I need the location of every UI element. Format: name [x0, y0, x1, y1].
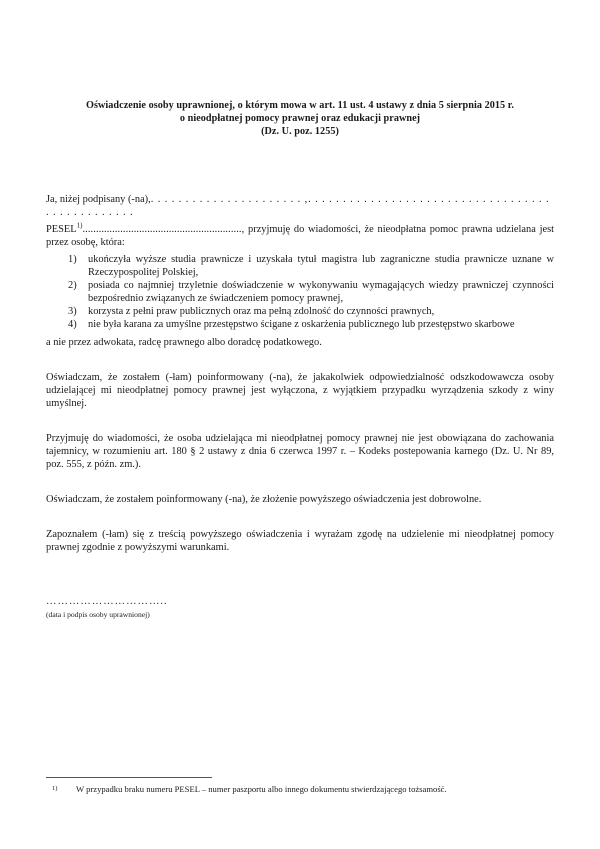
title-line-1: Oświadczenie osoby uprawnionej, o którym mowa w art. 11 ust. 4 ustawy z dnia 5 sierpnia 2015 r.: [85, 100, 515, 111]
footnote-text: W przypadku braku numeru PESEL – numer paszportu albo innego dokumentu stwierdzającego tożsamość.: [76, 784, 447, 794]
requirements-list: [46, 253, 554, 332]
document-title: [46, 99, 554, 139]
footnote-area: [46, 777, 554, 795]
footnote-separator: [46, 777, 212, 778]
confidentiality-paragraph: Przyjmuję do wiadomości, że osoba udzielająca mi nieodpłatnej pomocy prawnej nie jest obowiązana do zachowania tajemnicy, w rozumieniu art. 180 § 2 ustawy z dnia 6 czerwca 1997 r. – Kodeks postepowania karnego (Dz. U. Nr 89, poz. 555, z późn. zm.).: [46, 432, 554, 471]
signature-caption: (data i podpis osoby uprawnionej): [46, 610, 150, 620]
signature-block: [46, 596, 554, 620]
consent-paragraph: Zapoznałem (-łam) się z treścią powyższego oświadczenia i wyrażam zgodę na udzielenie mi nieodpłatnej pomocy prawnej zgodnie z powyższymi warunkami.: [46, 529, 554, 554]
pesel-line: [46, 223, 554, 249]
pesel-label: PESEL: [46, 223, 77, 235]
list-item: [46, 253, 554, 279]
liability-paragraph: Oświadczam, że zostałem (-łam) poinformowany (-na), że jakakolwiek odpowiedzialność odszkodowawcza osoby udzielającej mi nieodpłatnej pomocy prawnej jest wyłączona, z wyjątkiem przypadku wyrządzenia szkody z winy umyślnej.: [46, 371, 554, 409]
list-item-marker: 1): [68, 253, 77, 265]
list-item-text: ukończyła wyższe studia prawnicze i uzyskała tytuł magistra lub zagraniczne studia prawnicze uznane w Rzeczypospolitej Polskiej,: [88, 253, 554, 279]
list-item: [46, 318, 554, 331]
pesel-input-dots[interactable]: ...........................................................,: [82, 223, 245, 235]
declarant-name-dots-2[interactable]: . . . . . . . . . . . . . . . . . . . . . . . . . . . . . . . . . . . . . . . . . . . . . . . .: [46, 193, 550, 218]
pesel-footnote-marker: 1): [76, 221, 83, 230]
list-item-text: posiada co najmniej trzyletnie doświadczenie w wykonywaniu wymagających wiedzy prawniczej czynności bezpośrednio związanych ze świadczeniem pomocy prawnej,: [88, 280, 554, 305]
title-line-2: o nieodpłatnej pomocy prawnej oraz edukacji prawnej: [179, 113, 421, 125]
signature-line[interactable]: …………………………..: [46, 596, 168, 608]
declarant-name-label: Ja, niżej podpisany (-na),: [46, 193, 151, 205]
list-item: [46, 279, 554, 305]
list-item-marker: 4): [68, 319, 77, 331]
list-item-marker: 2): [68, 280, 77, 292]
footnote-1: [46, 784, 554, 795]
document-body: [46, 0, 554, 620]
title-line-3: (Dz. U. poz. 1255): [261, 126, 339, 138]
voluntary-paragraph: Oświadczam, że zostałem poinformowany (-na), że złożenie powyższego oświadczenia jest dobrowolne.: [46, 494, 482, 506]
list-item-marker: 3): [68, 306, 77, 318]
exclusion-clause: a nie przez adwokata, radcę prawnego albo doradcę podatkowego.: [46, 336, 322, 348]
list-item: [46, 305, 554, 318]
declarant-name-line: [46, 193, 554, 219]
list-item-text: nie była karana za umyślne przestępstwo ścigane z oskarżenia publicznego lub przestępstwo skarbowe: [88, 319, 515, 331]
footnote-number: 1): [52, 785, 58, 792]
pesel-trailing-text: przyjmuję do wiadomości, że nieodpłatna pomoc prawna udzielana jest przez osobę, która:: [46, 223, 554, 248]
list-item-text: korzysta z pełni praw publicznych oraz ma pełną zdolność do czynności prawnych,: [88, 306, 435, 318]
declarant-name-dots-1[interactable]: . . . . . . . . . . . . . . . . . . . . . . ,: [150, 193, 309, 205]
